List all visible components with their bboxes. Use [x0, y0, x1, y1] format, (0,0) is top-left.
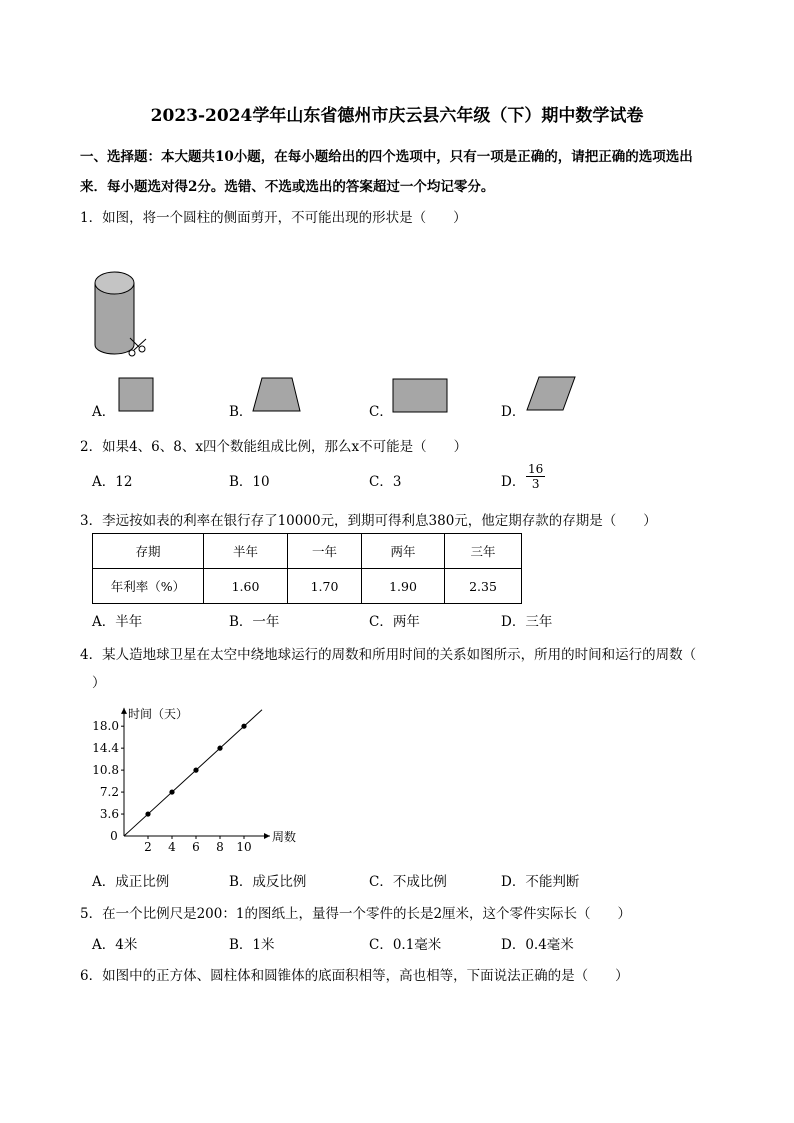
q3-option-a: A．半年	[92, 614, 143, 630]
x-tick-label: 4	[168, 840, 176, 854]
q5-option-c: C．0.1毫米	[369, 937, 442, 953]
x-tick-label: 10	[236, 840, 252, 854]
q1-option-a-square	[118, 377, 158, 413]
q2-stem: 2．如果4、6、8、x四个数能组成比例，那么x不可能是（ ）	[80, 439, 468, 455]
q1-option-c-label: C．	[369, 404, 393, 420]
origin-label: 0	[110, 829, 118, 843]
data-point	[169, 789, 174, 794]
y-tick-label: 10.8	[92, 763, 119, 778]
table-cell: 年利率（%）	[93, 569, 204, 604]
q2-option-b: B．10	[229, 474, 270, 490]
table-cell: 2.35	[445, 569, 522, 604]
y-axis-arrow	[121, 708, 127, 714]
q4-option-c: C．不成比例	[369, 874, 447, 890]
table-cell: 三年	[445, 534, 522, 569]
x-tick-label: 8	[216, 840, 224, 854]
q4-stem-line2: ）	[92, 675, 106, 691]
interest-rate-table	[92, 533, 522, 604]
q5-option-a: A．4米	[92, 937, 138, 953]
q3-option-c: C．两年	[369, 614, 420, 630]
table-header-row	[93, 534, 522, 569]
q1-stem: 1．如图，将一个圆柱的侧面剪开，不可能出现的形状是（ ）	[80, 210, 467, 226]
q4-option-b: B．成反比例	[229, 874, 307, 890]
data-point	[217, 746, 222, 751]
q4-option-d: D．不能判断	[501, 874, 580, 890]
x-axis-arrow	[264, 833, 270, 839]
x-tick-label: 2	[144, 840, 152, 854]
q5-option-d: D．0.4毫米	[501, 937, 574, 953]
q1-option-b-trapezoid	[252, 377, 304, 413]
y-axis-label: 时间（天）	[128, 706, 189, 721]
q4-option-a: A．成正比例	[92, 874, 170, 890]
q2-option-d-fraction	[526, 462, 545, 491]
page-title: 2023-2024学年山东省德州市庆云县六年级（下）期中数学试卷	[150, 106, 644, 126]
q1-option-b-label: B．	[229, 404, 253, 420]
table-cell: 一年	[288, 534, 362, 569]
x-tick-label: 6	[192, 840, 200, 854]
data-point	[145, 811, 150, 816]
x-axis-label: 周数	[272, 830, 297, 844]
q1-option-d-parallelogram	[526, 376, 578, 412]
data-point	[193, 768, 198, 773]
section-heading-line2: 来．每小题选对得2分。选错、不选或选出的答案超过一个均记零分。	[80, 179, 495, 195]
y-tick-label: 14.4	[92, 741, 119, 756]
table-row	[93, 569, 522, 604]
y-tick-label: 3.6	[99, 807, 119, 822]
q2-option-c: C．3	[369, 474, 402, 490]
series-line	[124, 710, 262, 836]
y-tick-label: 18.0	[92, 719, 119, 734]
cylinder-figure	[86, 262, 156, 362]
table-cell: 存期	[93, 534, 204, 569]
q3-option-b: B．一年	[229, 614, 280, 630]
table-cell: 两年	[362, 534, 445, 569]
table-cell: 1.70	[288, 569, 362, 604]
section-heading-line1: 一、选择题：本大题共10小题，在每小题给出的四个选项中，只有一项是正确的，请把正确的选项选出	[80, 149, 693, 165]
table-cell: 半年	[204, 534, 288, 569]
q2-option-a: A．12	[92, 474, 133, 490]
q3-stem: 3．李远按如表的利率在银行存了10000元，到期可得利息380元，他定期存款的存期是（ ）	[80, 513, 657, 529]
q1-option-d-label: D．	[501, 404, 526, 420]
q5-stem: 5．在一个比例尺是200：1的图纸上，量得一个零件的长是2厘米，这个零件实际长（ ）	[80, 906, 632, 922]
q3-option-d: D．三年	[501, 614, 553, 630]
q1-option-a-label: A．	[92, 404, 116, 420]
q4-stem-line1: 4．某人造地球卫星在太空中绕地球运行的周数和所用时间的关系如图所示，所用的时间和运行的周数（	[80, 647, 697, 663]
fraction-numerator: 16	[528, 462, 544, 476]
q1-option-c-rectangle	[392, 378, 450, 414]
q5-option-b: B．1米	[229, 937, 275, 953]
q6-stem: 6．如图中的正方体、圆柱体和圆锥体的底面积相等，高也相等，下面说法正确的是（ ）	[80, 968, 629, 984]
table-cell: 1.90	[362, 569, 445, 604]
table-cell: 1.60	[204, 569, 288, 604]
data-point	[241, 724, 246, 729]
fraction-denominator: 3	[531, 477, 540, 491]
q2-option-d: D．	[501, 474, 526, 490]
y-tick-label: 7.2	[99, 785, 119, 800]
orbit-time-chart	[88, 698, 308, 856]
